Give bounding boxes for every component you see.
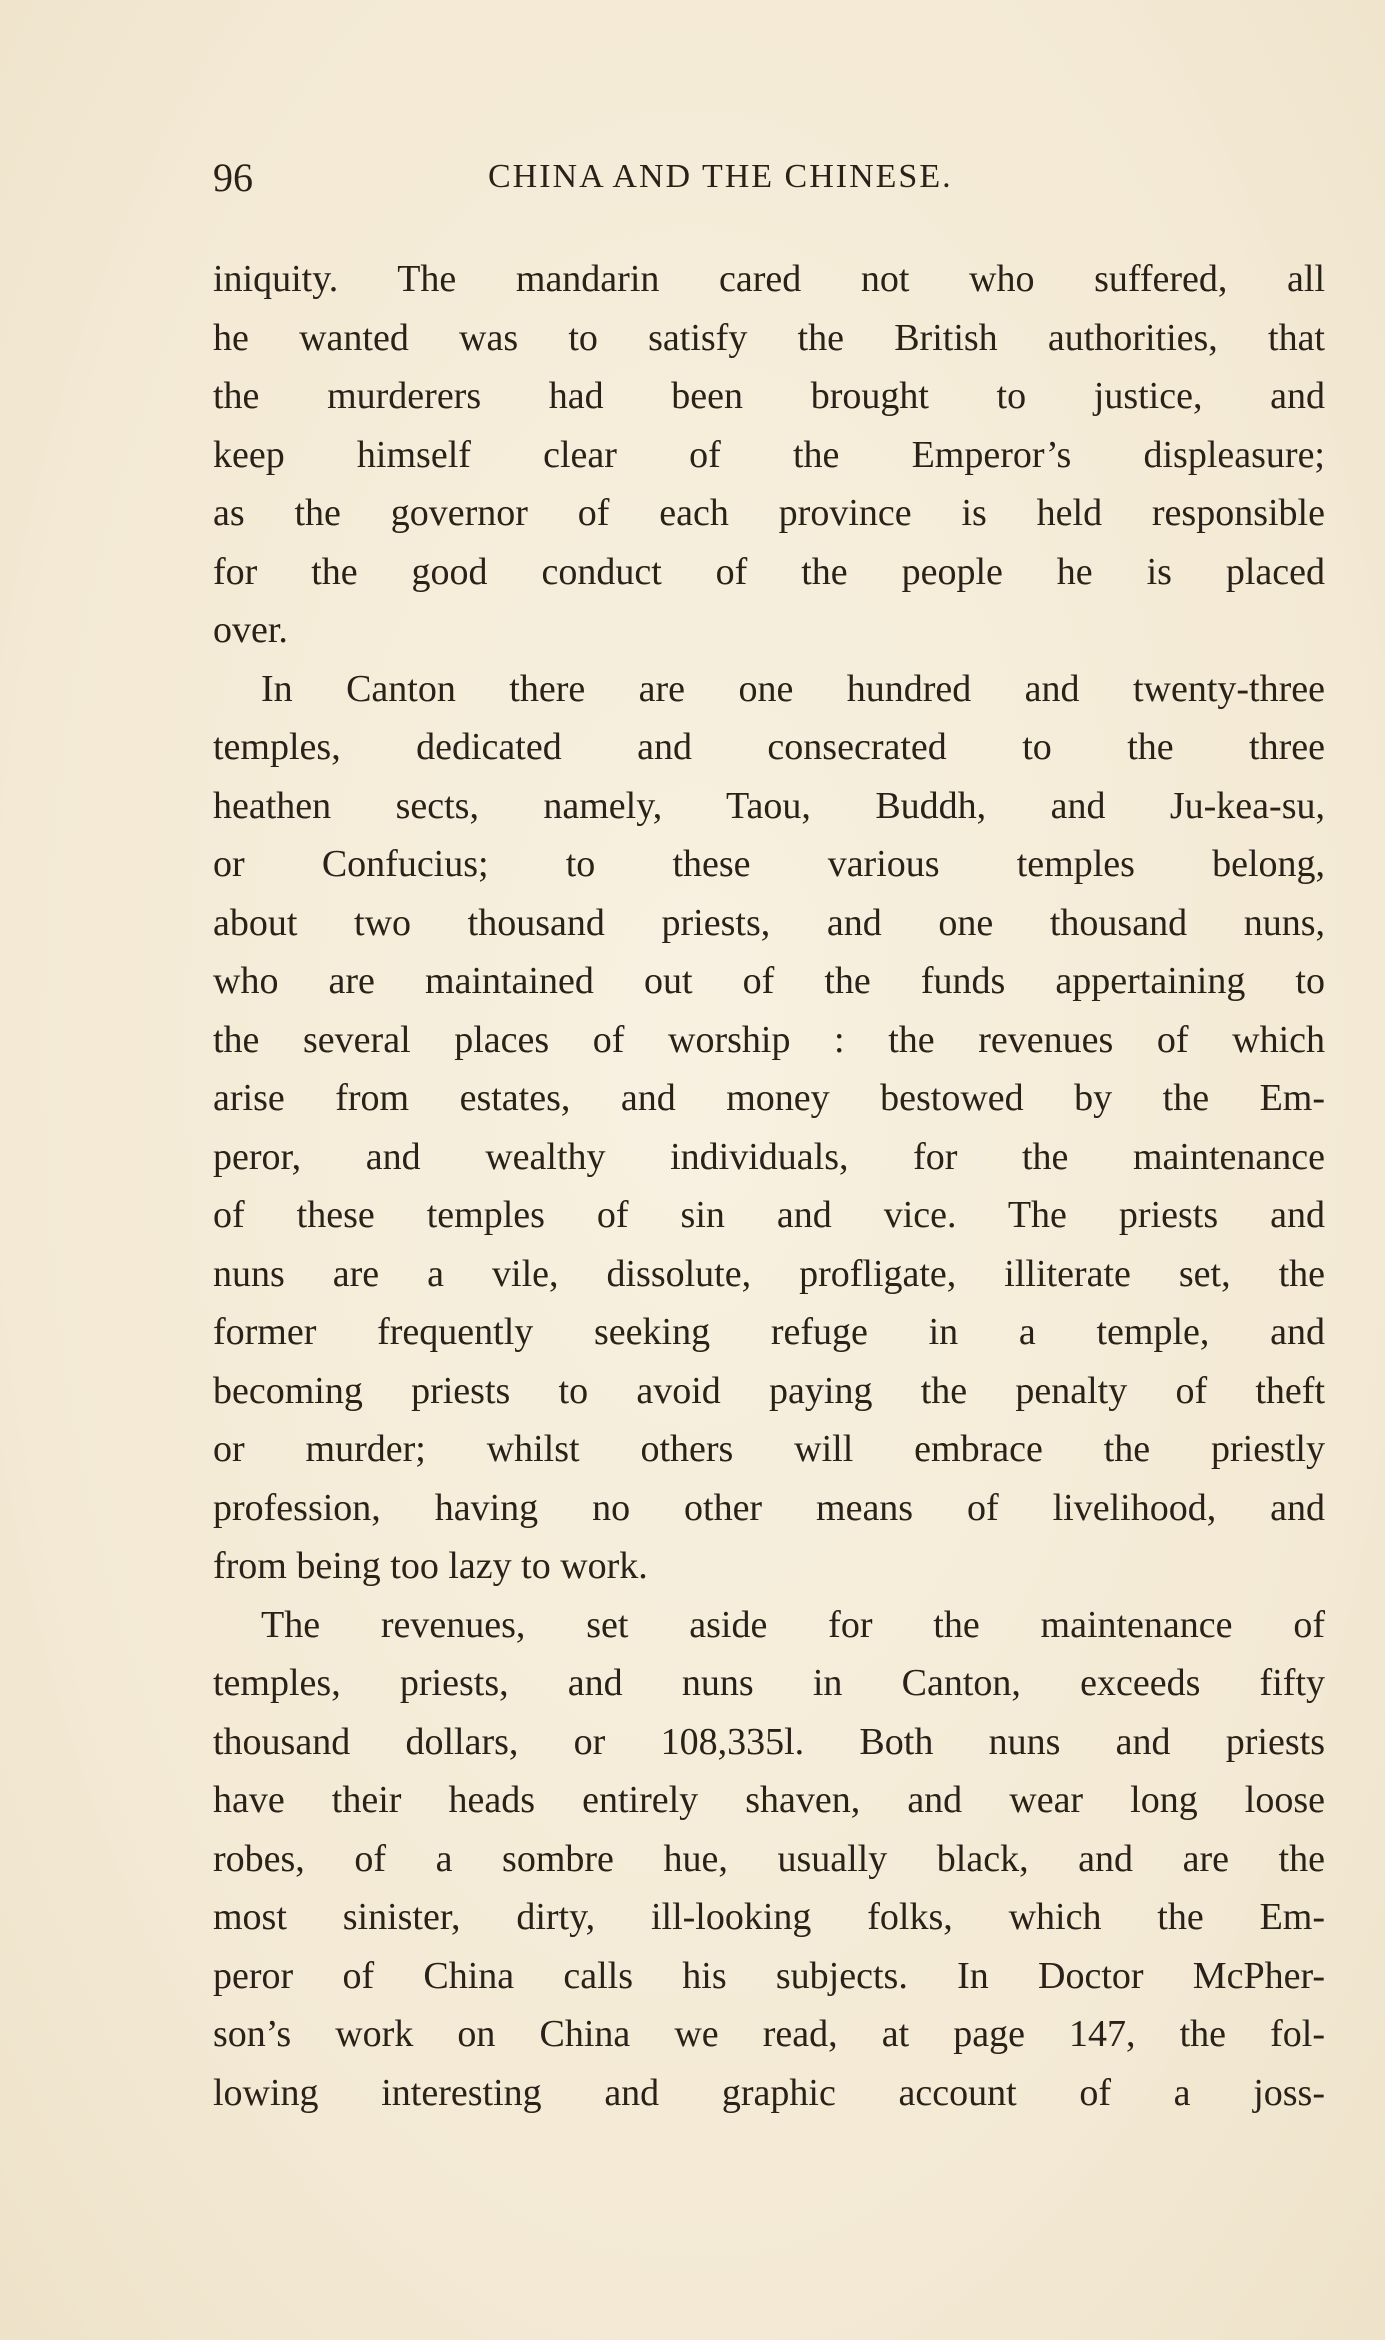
text-line: peror, and wealthy individuals, for the maintenance bbox=[213, 1135, 1325, 1178]
text-line: iniquity. The mandarin cared not who suffered, all bbox=[213, 258, 1325, 300]
paragraph bbox=[213, 660, 1325, 1596]
text-line: of these temples of sin and vice. The priests and bbox=[213, 1194, 1325, 1236]
text-line: as the governor of each province is held responsible bbox=[213, 492, 1325, 534]
text-line: former frequently seeking refuge in a temple, and bbox=[213, 1311, 1325, 1353]
text-line: nuns are a vile, dissolute, profligate, illiterate set, the bbox=[213, 1252, 1325, 1295]
text-line: or murder; whilst others will embrace the priestly bbox=[213, 1428, 1325, 1470]
text-line: temples, priests, and nuns in Canton, exceeds fifty bbox=[213, 1662, 1325, 1704]
text-line: temples, dedicated and consecrated to the three bbox=[213, 726, 1325, 768]
body-text bbox=[213, 250, 1325, 2122]
text-line: for the good conduct of the people he is placed bbox=[213, 550, 1325, 593]
page-number: 96 bbox=[213, 155, 253, 200]
text-line: In Canton there are one hundred and twenty-three bbox=[261, 667, 1325, 710]
running-title: CHINA AND THE CHINESE. bbox=[488, 158, 953, 195]
text-line: peror of China calls his subjects. In Doctor McPher- bbox=[213, 1954, 1325, 1997]
text-line: arise from estates, and money bestowed by the Em- bbox=[213, 1077, 1325, 1119]
text-line: son’s work on China we read, at page 147, the fol- bbox=[213, 2013, 1325, 2055]
text-line: about two thousand priests, and one thousand nuns, bbox=[213, 901, 1325, 944]
text-line: profession, having no other means of livelihood, and bbox=[213, 1486, 1325, 1529]
text-line: he wanted was to satisfy the British authorities, that bbox=[213, 316, 1325, 359]
text-line: thousand dollars, or 108,335l. Both nuns and priests bbox=[213, 1720, 1325, 1763]
text-line: becoming priests to avoid paying the penalty of theft bbox=[213, 1369, 1325, 1412]
text-line: the several places of worship : the revenues of which bbox=[213, 1018, 1325, 1061]
text-line: keep himself clear of the Emperor’s displeasure; bbox=[213, 433, 1325, 476]
text-line: who are maintained out of the funds appertaining to bbox=[213, 960, 1325, 1002]
text-line: or Confucius; to these various temples belong, bbox=[213, 843, 1325, 885]
text-line: have their heads entirely shaven, and wear long loose bbox=[213, 1779, 1325, 1821]
text-line: from being too lazy to work. bbox=[213, 1545, 648, 1587]
text-line: The revenues, set aside for the maintenance of bbox=[261, 1603, 1325, 1646]
paragraph bbox=[213, 1596, 1325, 2123]
text-line: lowing interesting and graphic account of a joss- bbox=[213, 2071, 1325, 2114]
page-header bbox=[213, 154, 1315, 204]
text-line: robes, of a sombre hue, usually black, and are the bbox=[213, 1837, 1325, 1880]
paragraph bbox=[213, 250, 1325, 660]
text-line: heathen sects, namely, Taou, Buddh, and Ju-kea-su, bbox=[213, 784, 1325, 827]
text-line: the murderers had been brought to justice, and bbox=[213, 375, 1325, 417]
text-line: over. bbox=[213, 609, 288, 651]
text-line: most sinister, dirty, ill-looking folks, which the Em- bbox=[213, 1896, 1325, 1938]
